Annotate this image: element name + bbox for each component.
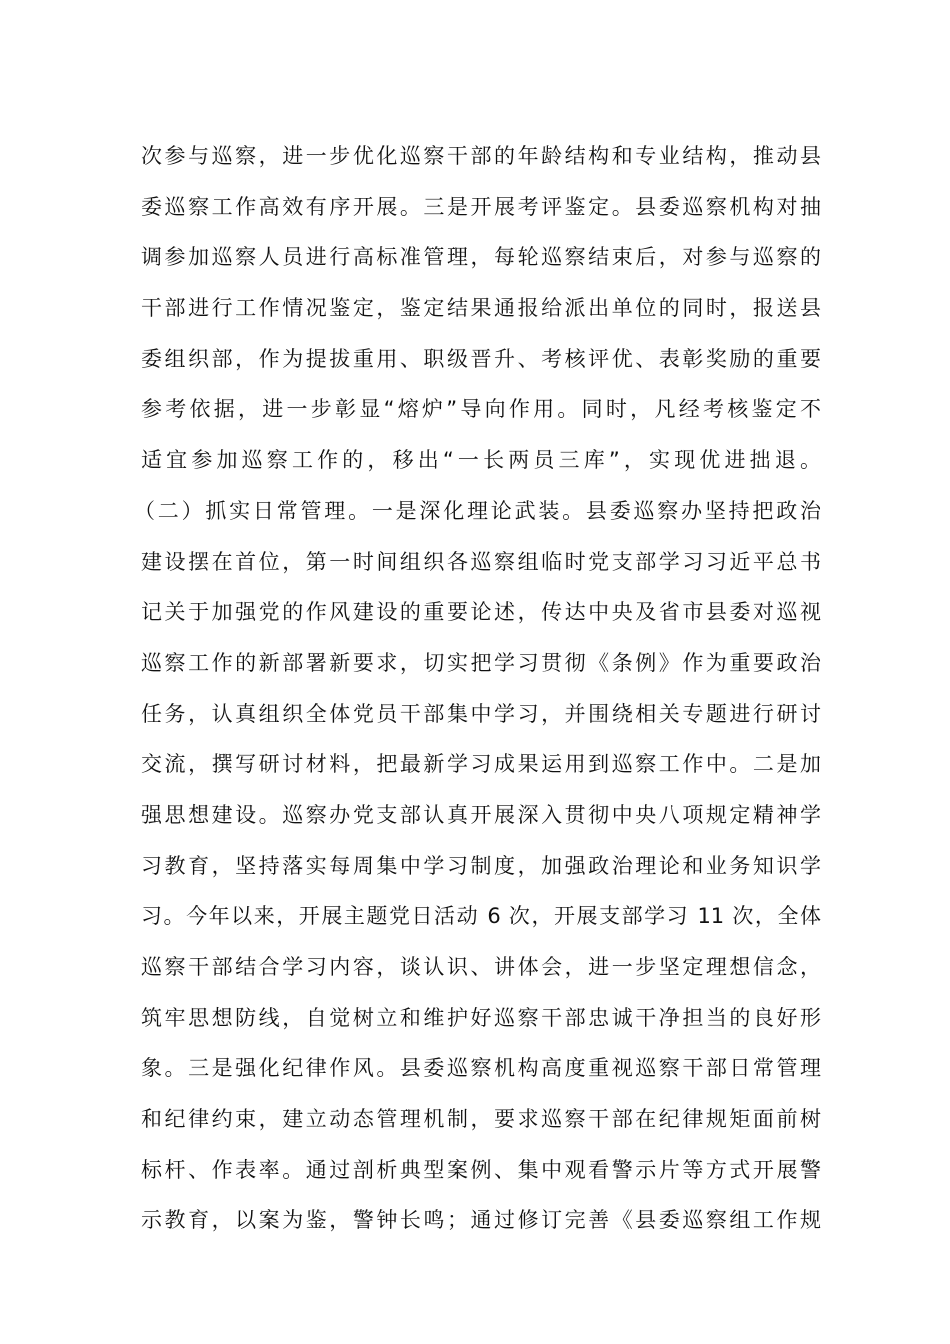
text-line: 习。今年以来，开展主题党日活动 6 次，开展支部学习 11 次，全体 (141, 904, 821, 929)
text-line: 标杆、作表率。通过剖析典型案例、集中观看警示片等方式开展警 (141, 1157, 821, 1182)
text-line: 建设摆在首位，第一时间组织各巡察组临时党支部学习习近平总书 (141, 549, 821, 574)
text-line: 交流，撰写研讨材料，把最新学习成果运用到巡察工作中。二是加 (141, 752, 821, 777)
text-line: 巡察工作的新部署新要求，切实把学习贯彻《条例》作为重要政治 (141, 650, 821, 675)
text-line: 委巡察工作高效有序开展。三是开展考评鉴定。县委巡察机构对抽 (141, 194, 821, 219)
text-line: 委组织部，作为提拔重用、职级晋升、考核评优、表彰奖励的重要 (141, 346, 821, 371)
section-heading-line: （二）抓实日常管理。一是深化理论武装。县委巡察办坚持把政治 (134, 498, 821, 523)
text-line: 强思想建设。巡察办党支部认真开展深入贯彻中央八项规定精神学 (141, 802, 821, 827)
text-line: 记关于加强党的作风建设的重要论述，传达中央及省市县委对巡视 (141, 600, 821, 625)
text-line: 象。三是强化纪律作风。县委巡察机构高度重视巡察干部日常管理 (141, 1056, 821, 1081)
text-line: 参考依据，进一步彰显“熔炉”导向作用。同时，凡经考核鉴定不 (141, 397, 821, 422)
text-line: 次参与巡察，进一步优化巡察干部的年龄结构和专业结构，推动县 (141, 144, 821, 168)
text-line: 巡察干部结合学习内容，谈认识、讲体会，进一步坚定理想信念， (141, 955, 821, 979)
text-line: 习教育，坚持落实每周集中学习制度，加强政治理论和业务知识学 (141, 853, 821, 878)
text-line: 示教育，以案为鉴，警钟长鸣；通过修订完善《县委巡察组工作规 (141, 1208, 821, 1233)
text-line: 筑牢思想防线，自觉树立和维护好巡察干部忠诚干净担当的良好形 (141, 1005, 821, 1030)
text-line: 和纪律约束，建立动态管理机制，要求巡察干部在纪律规矩面前树 (141, 1107, 821, 1132)
text-line: 调参加巡察人员进行高标准管理，每轮巡察结束后，对参与巡察的 (141, 245, 821, 270)
text-line: 适宜参加巡察工作的，移出“一长两员三库”，实现优进拙退。 (141, 448, 821, 473)
body-text (134, 131, 821, 1246)
text-line: 干部进行工作情况鉴定，鉴定结果通报给派出单位的同时，报送县 (141, 296, 821, 321)
text-line: 任务，认真组织全体党员干部集中学习，并围绕相关专题进行研讨 (141, 701, 821, 726)
